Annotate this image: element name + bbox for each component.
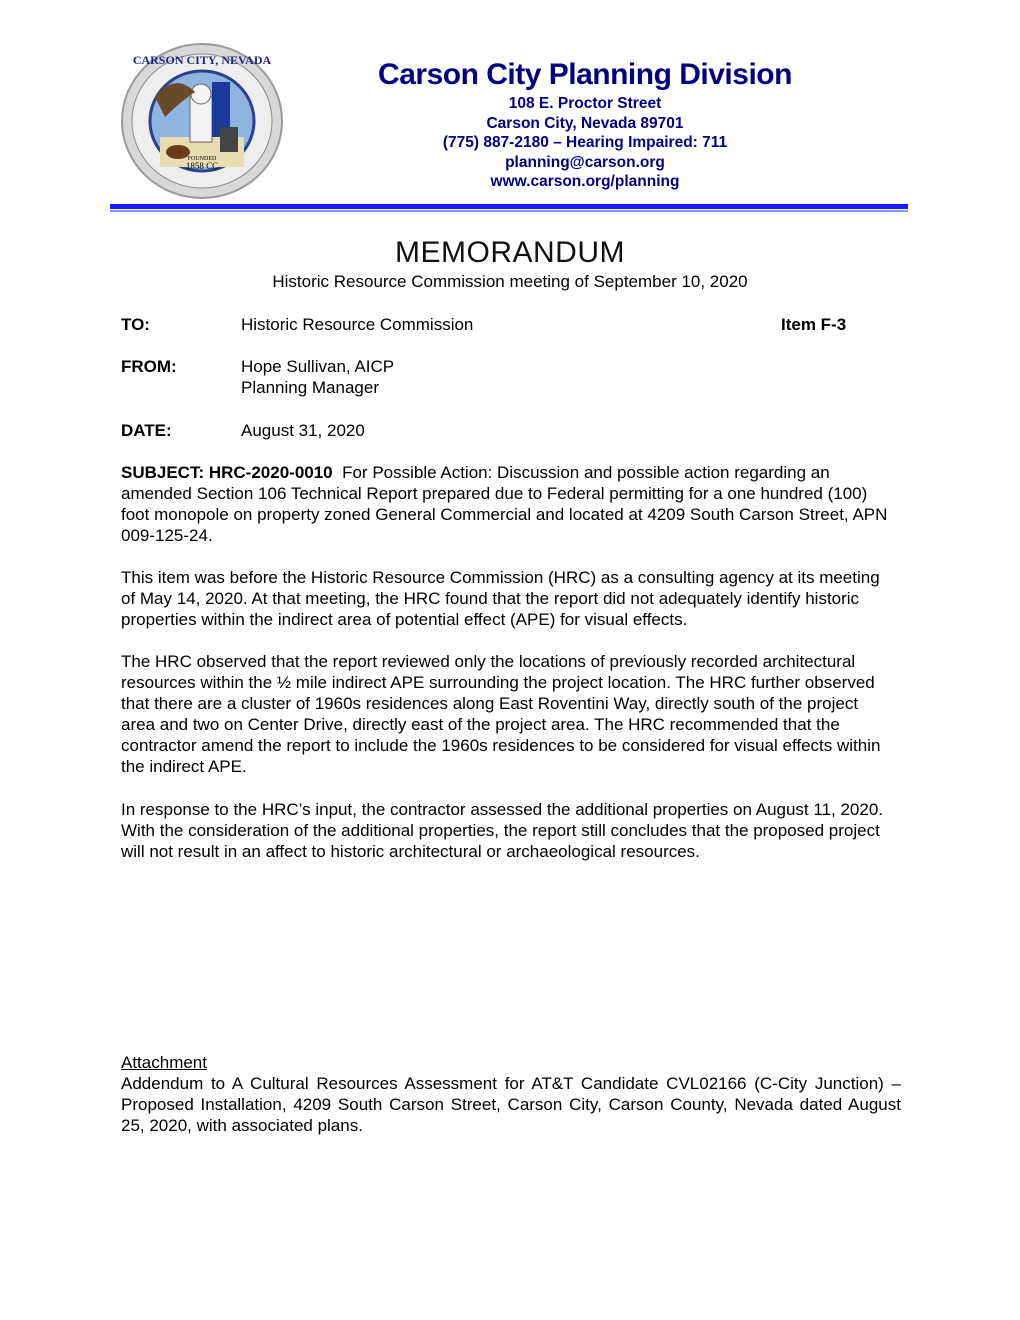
- svg-text:CARSON CITY, NEVADA: CARSON CITY, NEVADA: [132, 53, 272, 67]
- address-line2: Carson City, Nevada 89701: [486, 114, 684, 132]
- date-value: August 31, 2020: [241, 421, 365, 440]
- header-rule: [110, 204, 908, 209]
- item-number: Item F-3: [781, 315, 847, 334]
- contact-block: [330, 94, 840, 192]
- from-label: FROM:: [121, 357, 177, 376]
- to-value: Historic Resource Commission: [241, 315, 474, 334]
- subject: [121, 462, 896, 546]
- from-name: Hope Sullivan, AICP: [241, 357, 395, 376]
- email-link[interactable]: planning@carson.org: [505, 153, 665, 171]
- phone: (775) 887-2180 – Hearing Impaired: 711: [442, 134, 728, 151]
- date-label: DATE:: [121, 421, 172, 440]
- memo-subtitle: Historic Resource Commission meeting of September 10, 2020: [272, 272, 748, 291]
- website-link[interactable]: www.carson.org/planning: [490, 173, 680, 190]
- paragraph-3: In response to the HRC’s input, the contractor assessed the additional properties on August 11, 2020. With the consideration of the additional properties, the report still concludes that the proposed project will not result in an affect to historic architectural or archaeological resources.: [121, 800, 884, 861]
- from-title: Planning Manager: [241, 378, 379, 397]
- attachment-heading-text: Attachment: [121, 1053, 207, 1072]
- subject-label: SUBJECT: HRC-2020-0010: [121, 463, 333, 482]
- address-line1: 108 E. Proctor Street: [508, 95, 662, 112]
- city-seal-logo: [120, 42, 284, 200]
- header-rule-thin: [110, 210, 908, 212]
- subject-text: For Possible Action: Discussion and possible action regarding an amended Section 106 Technical Report prepared due to Federal permitting for a one hundred (100) foot monopole on property zoned General Commercial and located at 4209 South Carson Street, APN 009-125-24.: [121, 463, 888, 545]
- org-name: Carson City Planning Division: [378, 58, 792, 91]
- paragraph-1: This item was before the Historic Resource Commission (HRC) as a consulting agency at its meeting of May 14, 2020. At that meeting, the HRC found that the report did not adequately identify historic properties within the indirect area of potential effect (APE) for visual effects.: [121, 568, 880, 629]
- attachment-heading: [121, 1052, 896, 1073]
- to-label: TO:: [121, 315, 150, 334]
- memo-title: MEMORANDUM: [395, 236, 625, 269]
- svg-text:1858 CC: 1858 CC: [185, 161, 219, 171]
- svg-text:FOUNDED: FOUNDED: [187, 156, 217, 162]
- paragraph-2: The HRC observed that the report reviewed only the locations of previously recorded architectural resources within the ½ mile indirect APE surrounding the project location. The HRC further observed that there are a cluster of 1960s residences along East Roventini Way, directly south of the project area and two on Center Drive, directly east of the project area. The HRC recommended that the contractor amend the report to include the 1960s residences to be considered for visual effects within the indirect APE.: [121, 652, 881, 776]
- attachment-text: Addendum to A Cultural Resources Assessment for AT&T Candidate CVL02166 (C-City Junction) – Proposed Installation, 4209 South Carson Street, Carson City, Carson County, Nevada dated August 25, 2020, with associated plans.: [121, 1074, 901, 1135]
- from-value: [241, 356, 394, 398]
